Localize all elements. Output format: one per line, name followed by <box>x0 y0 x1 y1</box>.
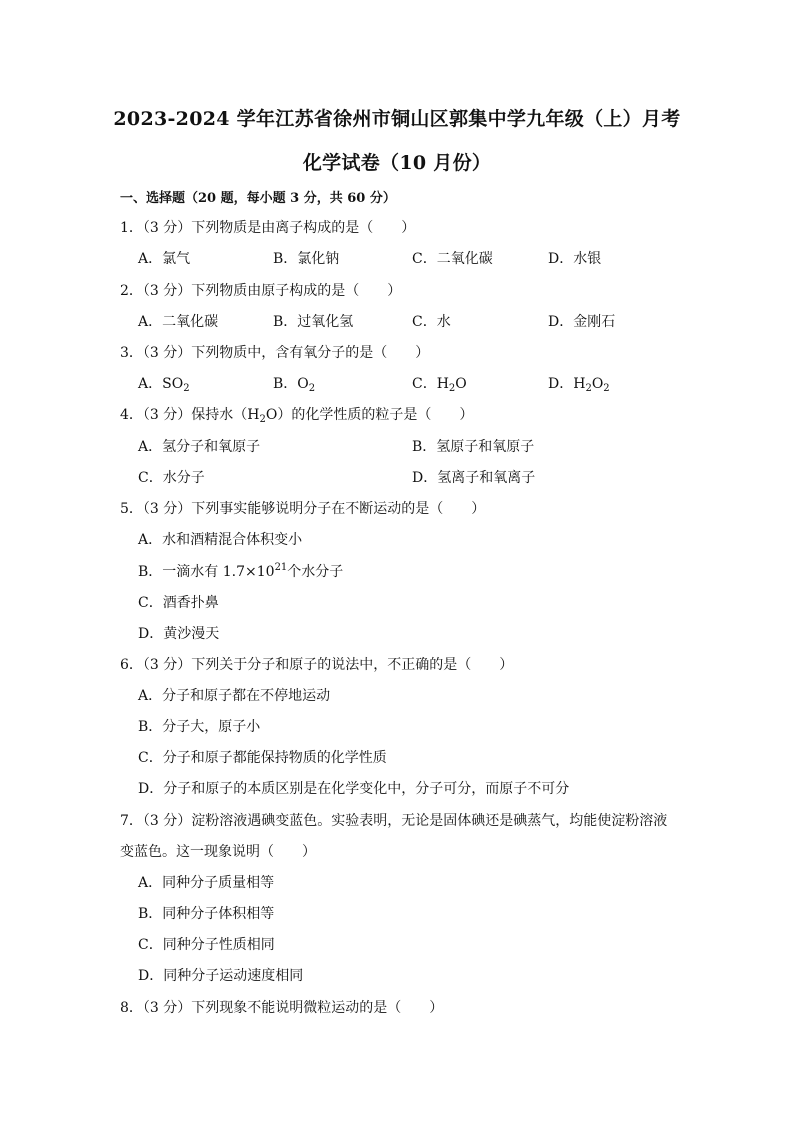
question-4-option-a: A．氢分子和氧原子 <box>138 439 261 455</box>
question-3-option-d: D．$H_2O_2$ <box>548 376 610 394</box>
question-6-option-a: A．分子和原子都在不停地运动 <box>138 688 331 704</box>
question-7-option-c: C．同种分子性质相同 <box>138 937 275 953</box>
question-5-option-d: D．黄沙漫天 <box>138 626 220 642</box>
question-7-option-b: B．同种分子体积相等 <box>138 906 275 922</box>
question-1-option-a: A．氯气 <box>138 251 191 267</box>
question-6-option-d: D．分子和原子的本质区别是在化学变化中，分子可分，而原子不可分 <box>138 781 570 797</box>
question-3-option-a: A．$SO_2$ <box>138 376 190 394</box>
question-7-stem-line2: 变蓝色。这一现象说明（ ） <box>120 844 316 860</box>
section-heading: 一、选择题（20 题，每小题 3 分，共 60 分） <box>120 191 396 206</box>
question-7-stem-line1: 7．（3 分）淀粉溶液遇碘变蓝色。实验表明，无论是固体碘还是碘蒸气，均能使淀粉溶液 <box>120 813 668 829</box>
question-4-stem: 4．（3 分）保持水$(H_2O)$的化学性质的粒子是（ ） <box>120 407 474 425</box>
question-6-option-b: B．分子大，原子小 <box>138 719 261 735</box>
question-2-option-d: D．金刚石 <box>548 314 616 330</box>
question-3-option-c: C．$H_2O$ <box>412 376 467 394</box>
question-4-option-d: D．氢离子和氧离子 <box>412 470 536 486</box>
question-2-option-b: B．过氧化氢 <box>273 314 354 330</box>
question-5-option-a: A．水和酒精混合体积变小 <box>138 532 303 548</box>
question-6-stem: 6．（3 分）下列关于分子和原子的说法中，不正确的是（ ） <box>120 657 514 673</box>
question-1-option-b: B．氯化钠 <box>273 251 340 267</box>
question-1-stem: 1．（3 分）下列物质是由离子构成的是（ ） <box>120 220 416 236</box>
question-1-option-c: C．二氧化碳 <box>412 251 493 267</box>
question-3-option-b: B．$O_2$ <box>273 376 316 394</box>
question-6-option-c: C．分子和原子都能保持物质的化学性质 <box>138 750 387 766</box>
question-1-option-d: D．水银 <box>548 251 602 267</box>
question-2-option-a: A．二氧化碳 <box>138 314 219 330</box>
question-2-option-c: C．水 <box>412 314 451 330</box>
exam-title-line2: 化学试卷（10 月份） <box>302 152 492 174</box>
question-5-option-c: C．酒香扑鼻 <box>138 595 219 611</box>
question-3-stem: 3．（3 分）下列物质中，含有氧分子的是（ ） <box>120 345 430 361</box>
question-5-stem: 5．（3 分）下列事实能够说明分子在不断运动的是（ ） <box>120 501 486 517</box>
exam-title-line1: 2023-2024 学年江苏省徐州市铜山区郭集中学九年级（上）月考 <box>113 108 681 130</box>
question-7-option-a: A．同种分子质量相等 <box>138 875 275 891</box>
question-4-option-c: C．水分子 <box>138 470 205 486</box>
question-7-option-d: D．同种分子运动速度相同 <box>138 968 304 984</box>
question-5-option-b: B．一滴水有 $1.7\times 10^{21}$个水分子 <box>138 562 344 580</box>
question-4-option-b: B．氢原子和氧原子 <box>412 439 535 455</box>
question-2-stem: 2．（3 分）下列物质由原子构成的是（ ） <box>120 283 402 299</box>
question-8-stem: 8．（3 分）下列现象不能说明微粒运动的是（ ） <box>120 1000 444 1016</box>
